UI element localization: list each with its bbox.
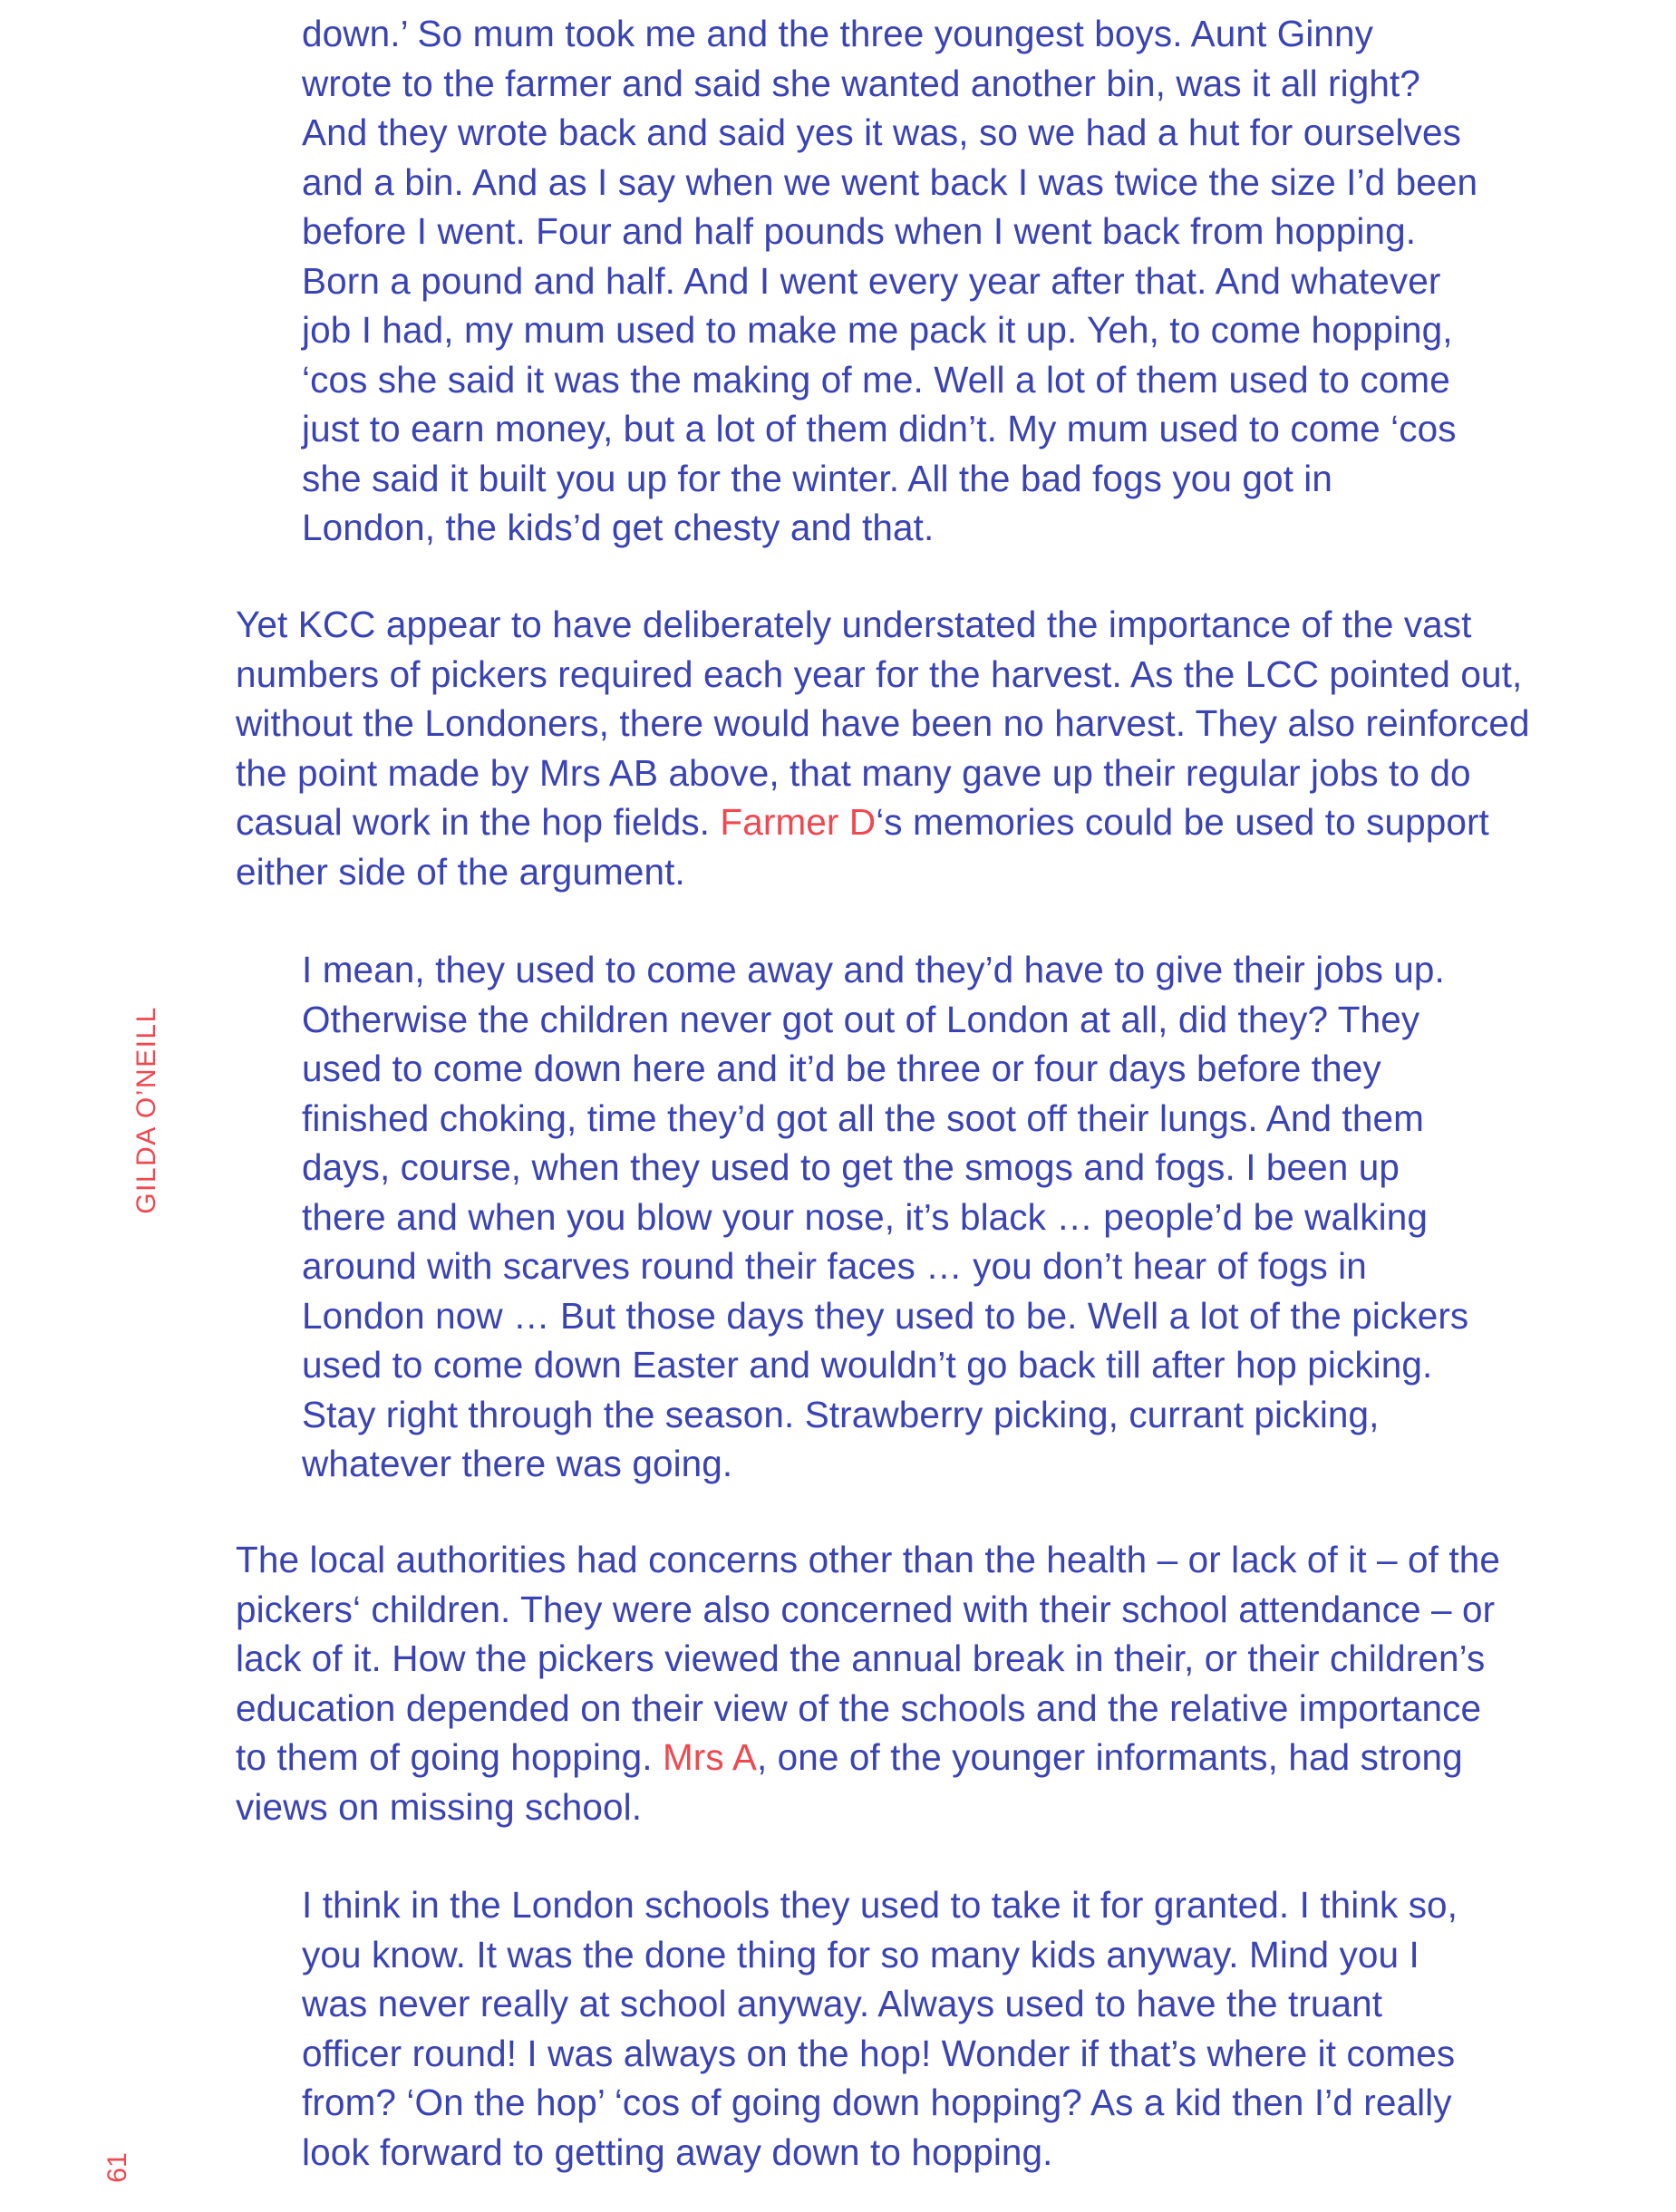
quote-2-line: Otherwise the children never got out of London at all, did they? They — [302, 998, 1420, 1040]
quote-block-1 — [302, 9, 1477, 553]
quote-1-line: London, the kids’d get chesty and that. — [302, 507, 935, 548]
running-head: GILDA O’NEILL — [131, 1006, 161, 1214]
paragraph-2-line-5-end: , one of the younger informants, had strong — [756, 1736, 1463, 1778]
quote-1-line: job I had, my mum used to make me pack it up. Yeh, to come hopping, — [302, 309, 1453, 351]
paragraph-1-line-5-end: ‘s memories could be used to support — [876, 801, 1489, 843]
quote-2-line: there and when you blow your nose, it’s black … people’d be walking — [302, 1195, 1428, 1238]
informant-farmer-d: Farmer D — [720, 801, 877, 843]
quote-3-line: officer round! I was always on the hop! Wonder if that’s where it comes — [302, 2032, 1456, 2074]
quote-2-line: London now … But those days they used to be. Well a lot of the pickers — [302, 1294, 1469, 1337]
quote-1-line: ‘cos she said it was the making of me. Well a lot of them used to come — [302, 358, 1450, 401]
quote-3-line: from? ‘On the hop’ ‘cos of going down hopping? As a kid then I’d really — [302, 2082, 1452, 2123]
quote-1-line: before I went. Four and half pounds when I went back from hopping. — [302, 210, 1417, 252]
quote-2-line: around with scarves round their faces … you don’t hear of fogs in — [302, 1245, 1367, 1287]
quote-1-line: And they wrote back and said yes it was, so we had a hut for ourselves — [302, 111, 1461, 153]
paragraph-1-line — [236, 797, 1530, 847]
body-paragraph-1 — [236, 600, 1530, 896]
quote-2-line: used to come down here and it’d be three or four days before they — [302, 1048, 1381, 1089]
quote-3-line: look forward to getting away down to hopping. — [302, 2130, 1053, 2173]
paragraph-1-line: Yet KCC appear to have deliberately understated the importance of the vast — [236, 604, 1472, 645]
quote-1-line: Born a pound and half. And I went every year after that. And whatever — [302, 259, 1441, 302]
quote-3-line: I think in the London schools they used to take it for granted. I think so, — [302, 1884, 1458, 1926]
quote-2-line: Stay right through the season. Strawberry picking, currant picking, — [302, 1393, 1380, 1435]
quote-1-line: down.’ So mum took me and the three youngest boys. Aunt Ginny — [302, 13, 1374, 54]
page-number: 61 — [102, 2152, 132, 2183]
body-paragraph-2 — [236, 1535, 1500, 1831]
paragraph-2-line: views on missing school. — [236, 1785, 643, 1828]
quote-2-line: used to come down Easter and wouldn’t go back till after hop picking. — [302, 1344, 1433, 1386]
paragraph-1-line-5-start: casual work in the hop fields. — [236, 801, 721, 843]
paragraph-1-line: numbers of pickers required each year for the harvest. As the LCC pointed out, — [236, 652, 1523, 695]
paragraph-1-line: the point made by Mrs AB above, that many gave up their regular jobs to do — [236, 751, 1471, 794]
paragraph-2-line — [236, 1733, 1500, 1782]
paragraph-2-line: education depended on their view of the schools and the relative importance — [236, 1686, 1482, 1729]
quote-1-line: she said it built you up for the winter. All the bad fogs you got in — [302, 457, 1333, 499]
paragraph-2-line-5-start: to them of going hopping. — [236, 1736, 663, 1778]
quote-1-line: wrote to the farmer and said she wanted another bin, was it all right? — [302, 62, 1420, 104]
informant-mrs-a: Mrs A — [662, 1736, 757, 1778]
quote-2-line: finished choking, time they’d got all the soot off their lungs. And them — [302, 1096, 1424, 1139]
quote-3-line: you know. It was the done thing for so many kids anyway. Mind you I — [302, 1933, 1419, 1975]
paragraph-2-line: pickers‘ children. They were also concerned with their school attendance – or — [236, 1588, 1496, 1630]
paragraph-2-line: lack of it. How the pickers viewed the annual break in their, or their children’s — [236, 1637, 1486, 1679]
quote-block-2 — [302, 945, 1468, 1489]
quote-2-line: I mean, they used to come away and they’d have to give their jobs up. — [302, 949, 1445, 990]
paragraph-2-line: The local authorities had concerns other than the health – or lack of it – of the — [236, 1539, 1500, 1580]
quote-1-line: and a bin. And as I say when we went back I was twice the size I’d been — [302, 160, 1478, 203]
paragraph-1-line: without the Londoners, there would have been no harvest. They also reinforced — [236, 702, 1530, 744]
quote-1-line: just to earn money, but a lot of them didn’t. My mum used to come ‘cos — [302, 408, 1457, 449]
quote-block-3 — [302, 1880, 1458, 2177]
quote-3-line: was never really at school anyway. Always used to have the truant — [302, 1983, 1383, 2024]
quote-2-line: days, course, when they used to get the smogs and fogs. I been up — [302, 1146, 1400, 1188]
quote-2-line: whatever there was going. — [302, 1443, 733, 1484]
paragraph-1-line: either side of the argument. — [236, 850, 685, 893]
